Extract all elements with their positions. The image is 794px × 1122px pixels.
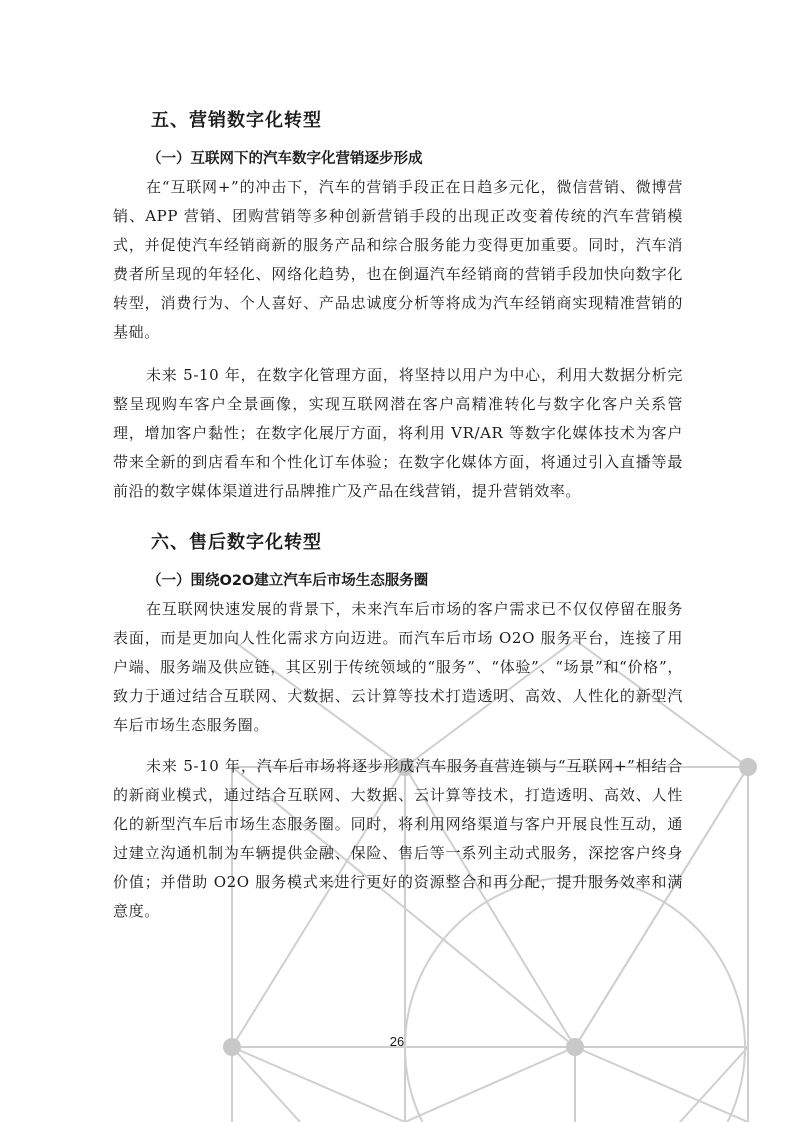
- section6-paragraph-1: 在互联网快速发展的背景下，未来汽车后市场的客户需求已不仅仅停留在服务表面，而是更加向人性化需求方向迈进。而汽车后市场 O2O 服务平台，连接了用户端、服务端及供应链，其区别于传统领域的“服务”、“体验”、“场景”和“价格”，致力于通过结合互联网、大数据、云计算等技术打造透明、高效、人性化的新型汽车后市场生态服务圈。: [113, 600, 683, 734]
- section5-paragraph-2: 未来 5-10 年，在数字化管理方面，将坚持以用户为中心，利用大数据分析完整呈现购车客户全景画像，实现互联网潜在客户高精准转化与数字化客户关系管理，增加客户黏性；在数字化展厅方面，将利用 VR/AR 等数字化媒体技术为客户带来全新的到店看车和个性化订车体验；在数字化媒体方面，将通过引入直播等最前沿的数字媒体渠道进行品牌推广及产品在线营销，提升营销效率。: [113, 366, 683, 500]
- section5-title: 五、营销数字化转型: [151, 110, 322, 131]
- section6-paragraph-2: 未来 5-10 年，汽车后市场将逐步形成汽车服务直营连锁与“互联网+”相结合的新商业模式，通过结合互联网、大数据、云计算等技术，打造透明、高效、人性化的新型汽车后市场生态服务圈。同时，将利用网络渠道与客户开展良性互动，通过建立沟通机制为车辆提供金融、保险、售后等一系列主动式服务，深挖客户终身价值；并借助 O2O 服务模式来进行更好的资源整合和再分配，提升服务效率和满意度。: [113, 757, 683, 920]
- section6-title: 六、售后数字化转型: [151, 532, 322, 553]
- section5-paragraph-1: 在“互联网+”的冲击下，汽车的营销手段正在日趋多元化，微信营销、微博营销、APP 营销、团购营销等多种创新营销手段的出现正改变着传统的汽车营销模式，并促使汽车经销商新的服务产品和综合服务能力变得更加重要。同时，汽车消费者所呈现的年轻化、网络化趋势，也在倒逼汽车经销商的营销手段加快向数字化转型，消费行为、个人喜好、产品忠诚度分析等将成为汽车经销商实现精准营销的基础。: [113, 178, 683, 341]
- section6-subsection-title: （一）围绕O2O建立汽车后市场生态服务圈: [147, 573, 429, 589]
- page-number: 26: [389, 1034, 405, 1049]
- section5-subsection-title: （一）互联网下的汽车数字化营销逐步形成: [147, 151, 423, 167]
